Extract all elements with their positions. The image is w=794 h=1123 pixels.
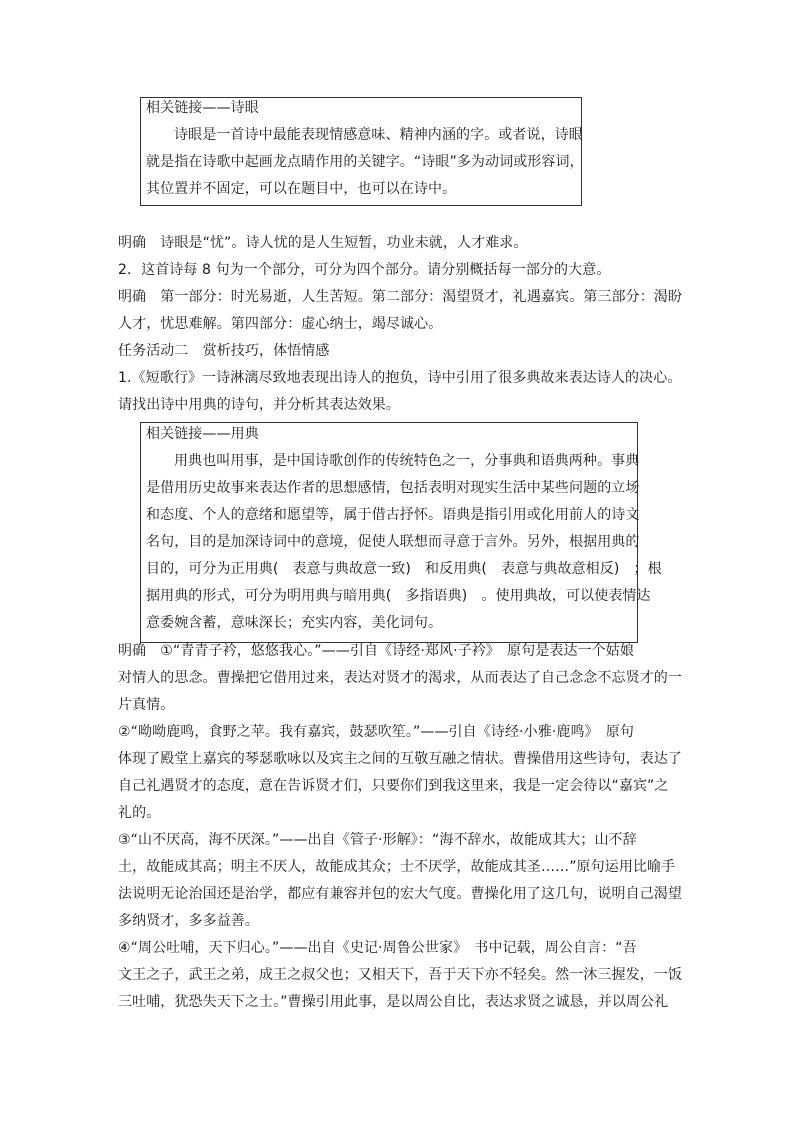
answer-line: 自己礼遇贤才的态度，意在告诉贤才们，只要你们到我这里来，我是一定会待以“嘉宾”之 [118,778,669,794]
box-text-line: 据用典的形式，可分为明用典与暗用典( 多指语典) 。使用典故，可以使表情达 [146,588,651,604]
answer-line: ③“山不厌高，海不厌深。”——出自《管子·形解》：“海不辞水，故能成其大；山不辞 [118,832,637,848]
answer-line: 片真情。 [118,697,175,713]
answer-line: 明确 诗眼是“忧”。诗人忧的是人生短暂，功业未就，人才难求。 [118,235,528,251]
answer-line: 明确 ①“青青子衿，悠悠我心。”——引自《诗经·郑风·子衿》 原句是表达一个姑娘 [118,643,634,659]
section-heading: 任务活动二 赏析技巧，体悟情感 [118,343,330,359]
box-text-line: 用典也叫用事，是中国诗歌创作的传统特色之一，分事典和语典两种。事典 [174,453,640,469]
answer-line: 法说明无论治国还是治学，都应有兼容并包的宏大气度。曹操化用了这几句，说明自己渴望 [118,886,682,902]
answer-line: 三吐哺，犹恐失天下之士。”曹操引用此事，是以周公自比，表达求贤之诚恳，并以周公礼 [118,994,669,1010]
box-text-line: 目的，可分为正用典( 表意与典故意一致) 和反用典( 表意与典故意相反) ；根 [146,561,662,577]
box-text-line: 意委婉含蓄，意味深长；充实内容，美化词句。 [146,615,443,631]
box-text-line: 是借用历史故事来表达作者的思想感情，包括表明对现实生活中某些问题的立场 [146,480,640,496]
question-line: 请找出诗中用典的诗句，并分析其表达效果。 [118,397,400,413]
box-text-line: 诗眼是一首诗中最能表现情感意味、精神内涵的字。或者说，诗眼 [174,127,583,143]
box-text-line: 名句，目的是加深诗词中的意境，促使人联想而寻意于言外。另外，根据用典的 [146,534,640,550]
box-text-line: 和态度、个人的意绪和愿望等，属于借古抒怀。语典是指引用或化用前人的诗文 [146,507,640,523]
answer-line: 土，故能成其高；明主不厌人，故能成其众；士不厌学，故能成其圣……”原句运用比喻手 [118,859,676,875]
answer-line: 礼的。 [118,805,161,821]
answer-line: ②“呦呦鹿鸣，食野之苹。我有嘉宾，鼓瑟吹笙。”——引自《诗经·小雅·鹿鸣》 原句 [118,724,634,740]
answer-line: 体现了殿堂上嘉宾的琴瑟歌咏以及宾主之间的互敬互融之情状。曹操借用这些诗句，表达了 [118,751,682,767]
question-line: 1.《短歌行》一诗淋漓尽致地表现出诗人的抱负，诗中引用了很多典故来表达诗人的决心。 [118,370,682,386]
box-text-line: 就是指在诗歌中起画龙点睛作用的关键字。“诗眼”多为动词或形容词， [146,154,584,170]
box-title: 相关链接——诗眼 [146,100,259,116]
box-title: 相关链接——用典 [146,426,259,442]
box-text-line: 其位置并不固定，可以在题目中，也可以在诗中。 [146,181,457,197]
answer-line: 文王之子，武王之弟，成王之叔父也；又相天下，吾于天下亦不轻矣。然一沐三握发，一饭 [118,967,682,983]
question-line: 2．这首诗每 8 句为一个部分，可分为四个部分。请分别概括每一部分的大意。 [118,262,611,278]
answer-line: 多纳贤才，多多益善。 [118,913,259,929]
answer-line: 人才，忧思难解。第四部分：虚心纳士，竭尽诚心。 [118,316,443,332]
answer-line: ④“周公吐哺，天下归心。”——出自《史记·周鲁公世家》 书中记载，周公自言：“吾 [118,940,637,956]
answer-line: 对情人的思念。曹操把它借用过来，表达对贤才的渴求，从而表达了自己念念不忘贤才的一 [118,670,682,686]
answer-line: 明确 第一部分：时光易逝，人生苦短。第二部分：渴望贤才，礼遇嘉宾。第三部分：渴盼 [118,289,682,305]
